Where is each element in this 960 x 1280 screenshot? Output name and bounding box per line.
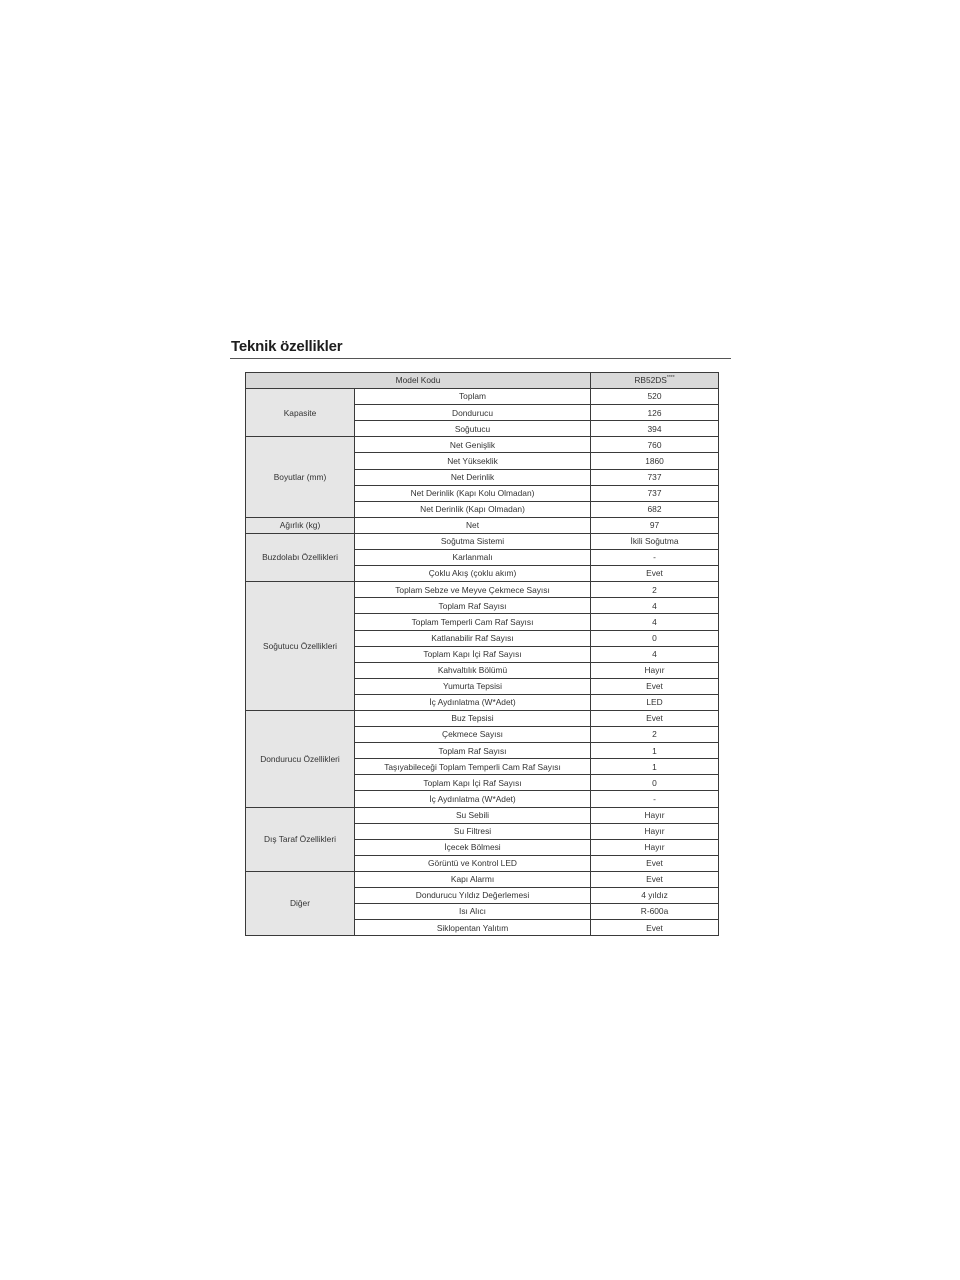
param-cell: Toplam — [355, 389, 591, 405]
value-cell: Hayır — [591, 662, 719, 678]
value-cell: Evet — [591, 855, 719, 871]
param-cell: Isı Alıcı — [355, 904, 591, 920]
param-cell: Toplam Kapı İçi Raf Sayısı — [355, 775, 591, 791]
value-cell: 737 — [591, 469, 719, 485]
title-divider — [230, 358, 731, 359]
table-row — [246, 871, 719, 887]
table-header-row — [246, 373, 719, 389]
param-cell: Toplam Raf Sayısı — [355, 598, 591, 614]
param-cell: İç Aydınlatma (W*Adet) — [355, 791, 591, 807]
value-cell: 2 — [591, 727, 719, 743]
param-cell: Çoklu Akış (çoklu akım) — [355, 566, 591, 582]
header-model-label: Model Kodu — [246, 373, 591, 389]
group-label: Ağırlık (kg) — [246, 517, 355, 533]
group-label: Soğutucu Özellikleri — [246, 582, 355, 711]
group-label: Kapasite — [246, 389, 355, 437]
value-cell: 1 — [591, 759, 719, 775]
param-cell: Net Derinlik (Kapı Olmadan) — [355, 501, 591, 517]
param-cell: Yumurta Tepsisi — [355, 678, 591, 694]
param-cell: Net Yükseklik — [355, 453, 591, 469]
value-cell: 2 — [591, 582, 719, 598]
param-cell: Toplam Temperli Cam Raf Sayısı — [355, 614, 591, 630]
value-cell: 760 — [591, 437, 719, 453]
value-cell: - — [591, 791, 719, 807]
value-cell: Hayır — [591, 823, 719, 839]
table-row — [246, 533, 719, 549]
group-label: Dondurucu Özellikleri — [246, 710, 355, 807]
model-code-suffix: **** — [666, 375, 675, 382]
param-cell: Soğutucu — [355, 421, 591, 437]
param-cell: Buz Tepsisi — [355, 710, 591, 726]
group-label: Diğer — [246, 871, 355, 935]
value-cell: 0 — [591, 630, 719, 646]
param-cell: Net — [355, 517, 591, 533]
param-cell: İç Aydınlatma (W*Adet) — [355, 694, 591, 710]
param-cell: Net Derinlik — [355, 469, 591, 485]
param-cell: Toplam Sebze ve Meyve Çekmece Sayısı — [355, 582, 591, 598]
value-cell: 4 — [591, 598, 719, 614]
table-row — [246, 389, 719, 405]
value-cell: 394 — [591, 421, 719, 437]
param-cell: Dondurucu — [355, 405, 591, 421]
param-cell: Toplam Kapı İçi Raf Sayısı — [355, 646, 591, 662]
page-title: Teknik özellikler — [231, 338, 343, 355]
param-cell: Siklopentan Yalıtım — [355, 920, 591, 936]
header-model-code — [591, 373, 719, 389]
value-cell: 4 yıldız — [591, 888, 719, 904]
value-cell: Evet — [591, 566, 719, 582]
param-cell: Soğutma Sistemi — [355, 533, 591, 549]
value-cell: 126 — [591, 405, 719, 421]
param-cell: Net Derinlik (Kapı Kolu Olmadan) — [355, 485, 591, 501]
table-row — [246, 582, 719, 598]
value-cell: 4 — [591, 646, 719, 662]
value-cell: Evet — [591, 920, 719, 936]
value-cell: 1860 — [591, 453, 719, 469]
param-cell: Net Genişlik — [355, 437, 591, 453]
param-cell: Karlanmalı — [355, 550, 591, 566]
param-cell: Dondurucu Yıldız Değerlemesi — [355, 888, 591, 904]
param-cell: Çekmece Sayısı — [355, 727, 591, 743]
value-cell: R-600a — [591, 904, 719, 920]
param-cell: Taşıyabileceği Toplam Temperli Cam Raf Sayısı — [355, 759, 591, 775]
param-cell: Kahvaltılık Bölümü — [355, 662, 591, 678]
value-cell: Evet — [591, 871, 719, 887]
value-cell: İkili Soğutma — [591, 533, 719, 549]
value-cell: Hayır — [591, 807, 719, 823]
table-row — [246, 807, 719, 823]
param-cell: İçecek Bölmesi — [355, 839, 591, 855]
spec-table-body — [246, 389, 719, 936]
table-row — [246, 437, 719, 453]
value-cell: 1 — [591, 743, 719, 759]
param-cell: Görüntü ve Kontrol LED — [355, 855, 591, 871]
table-row — [246, 710, 719, 726]
spec-table — [245, 372, 719, 936]
param-cell: Toplam Raf Sayısı — [355, 743, 591, 759]
value-cell: 97 — [591, 517, 719, 533]
value-cell: 737 — [591, 485, 719, 501]
value-cell: Evet — [591, 710, 719, 726]
table-row — [246, 517, 719, 533]
value-cell: 4 — [591, 614, 719, 630]
value-cell: - — [591, 550, 719, 566]
value-cell: 520 — [591, 389, 719, 405]
param-cell: Katlanabilir Raf Sayısı — [355, 630, 591, 646]
param-cell: Su Sebili — [355, 807, 591, 823]
model-code: RB52DS — [634, 375, 667, 386]
param-cell: Kapı Alarmı — [355, 871, 591, 887]
value-cell: LED — [591, 694, 719, 710]
group-label: Buzdolabı Özellikleri — [246, 533, 355, 581]
group-label: Boyutlar (mm) — [246, 437, 355, 517]
value-cell: 0 — [591, 775, 719, 791]
value-cell: Evet — [591, 678, 719, 694]
value-cell: Hayır — [591, 839, 719, 855]
group-label: Dış Taraf Özellikleri — [246, 807, 355, 871]
value-cell: 682 — [591, 501, 719, 517]
param-cell: Su Filtresi — [355, 823, 591, 839]
